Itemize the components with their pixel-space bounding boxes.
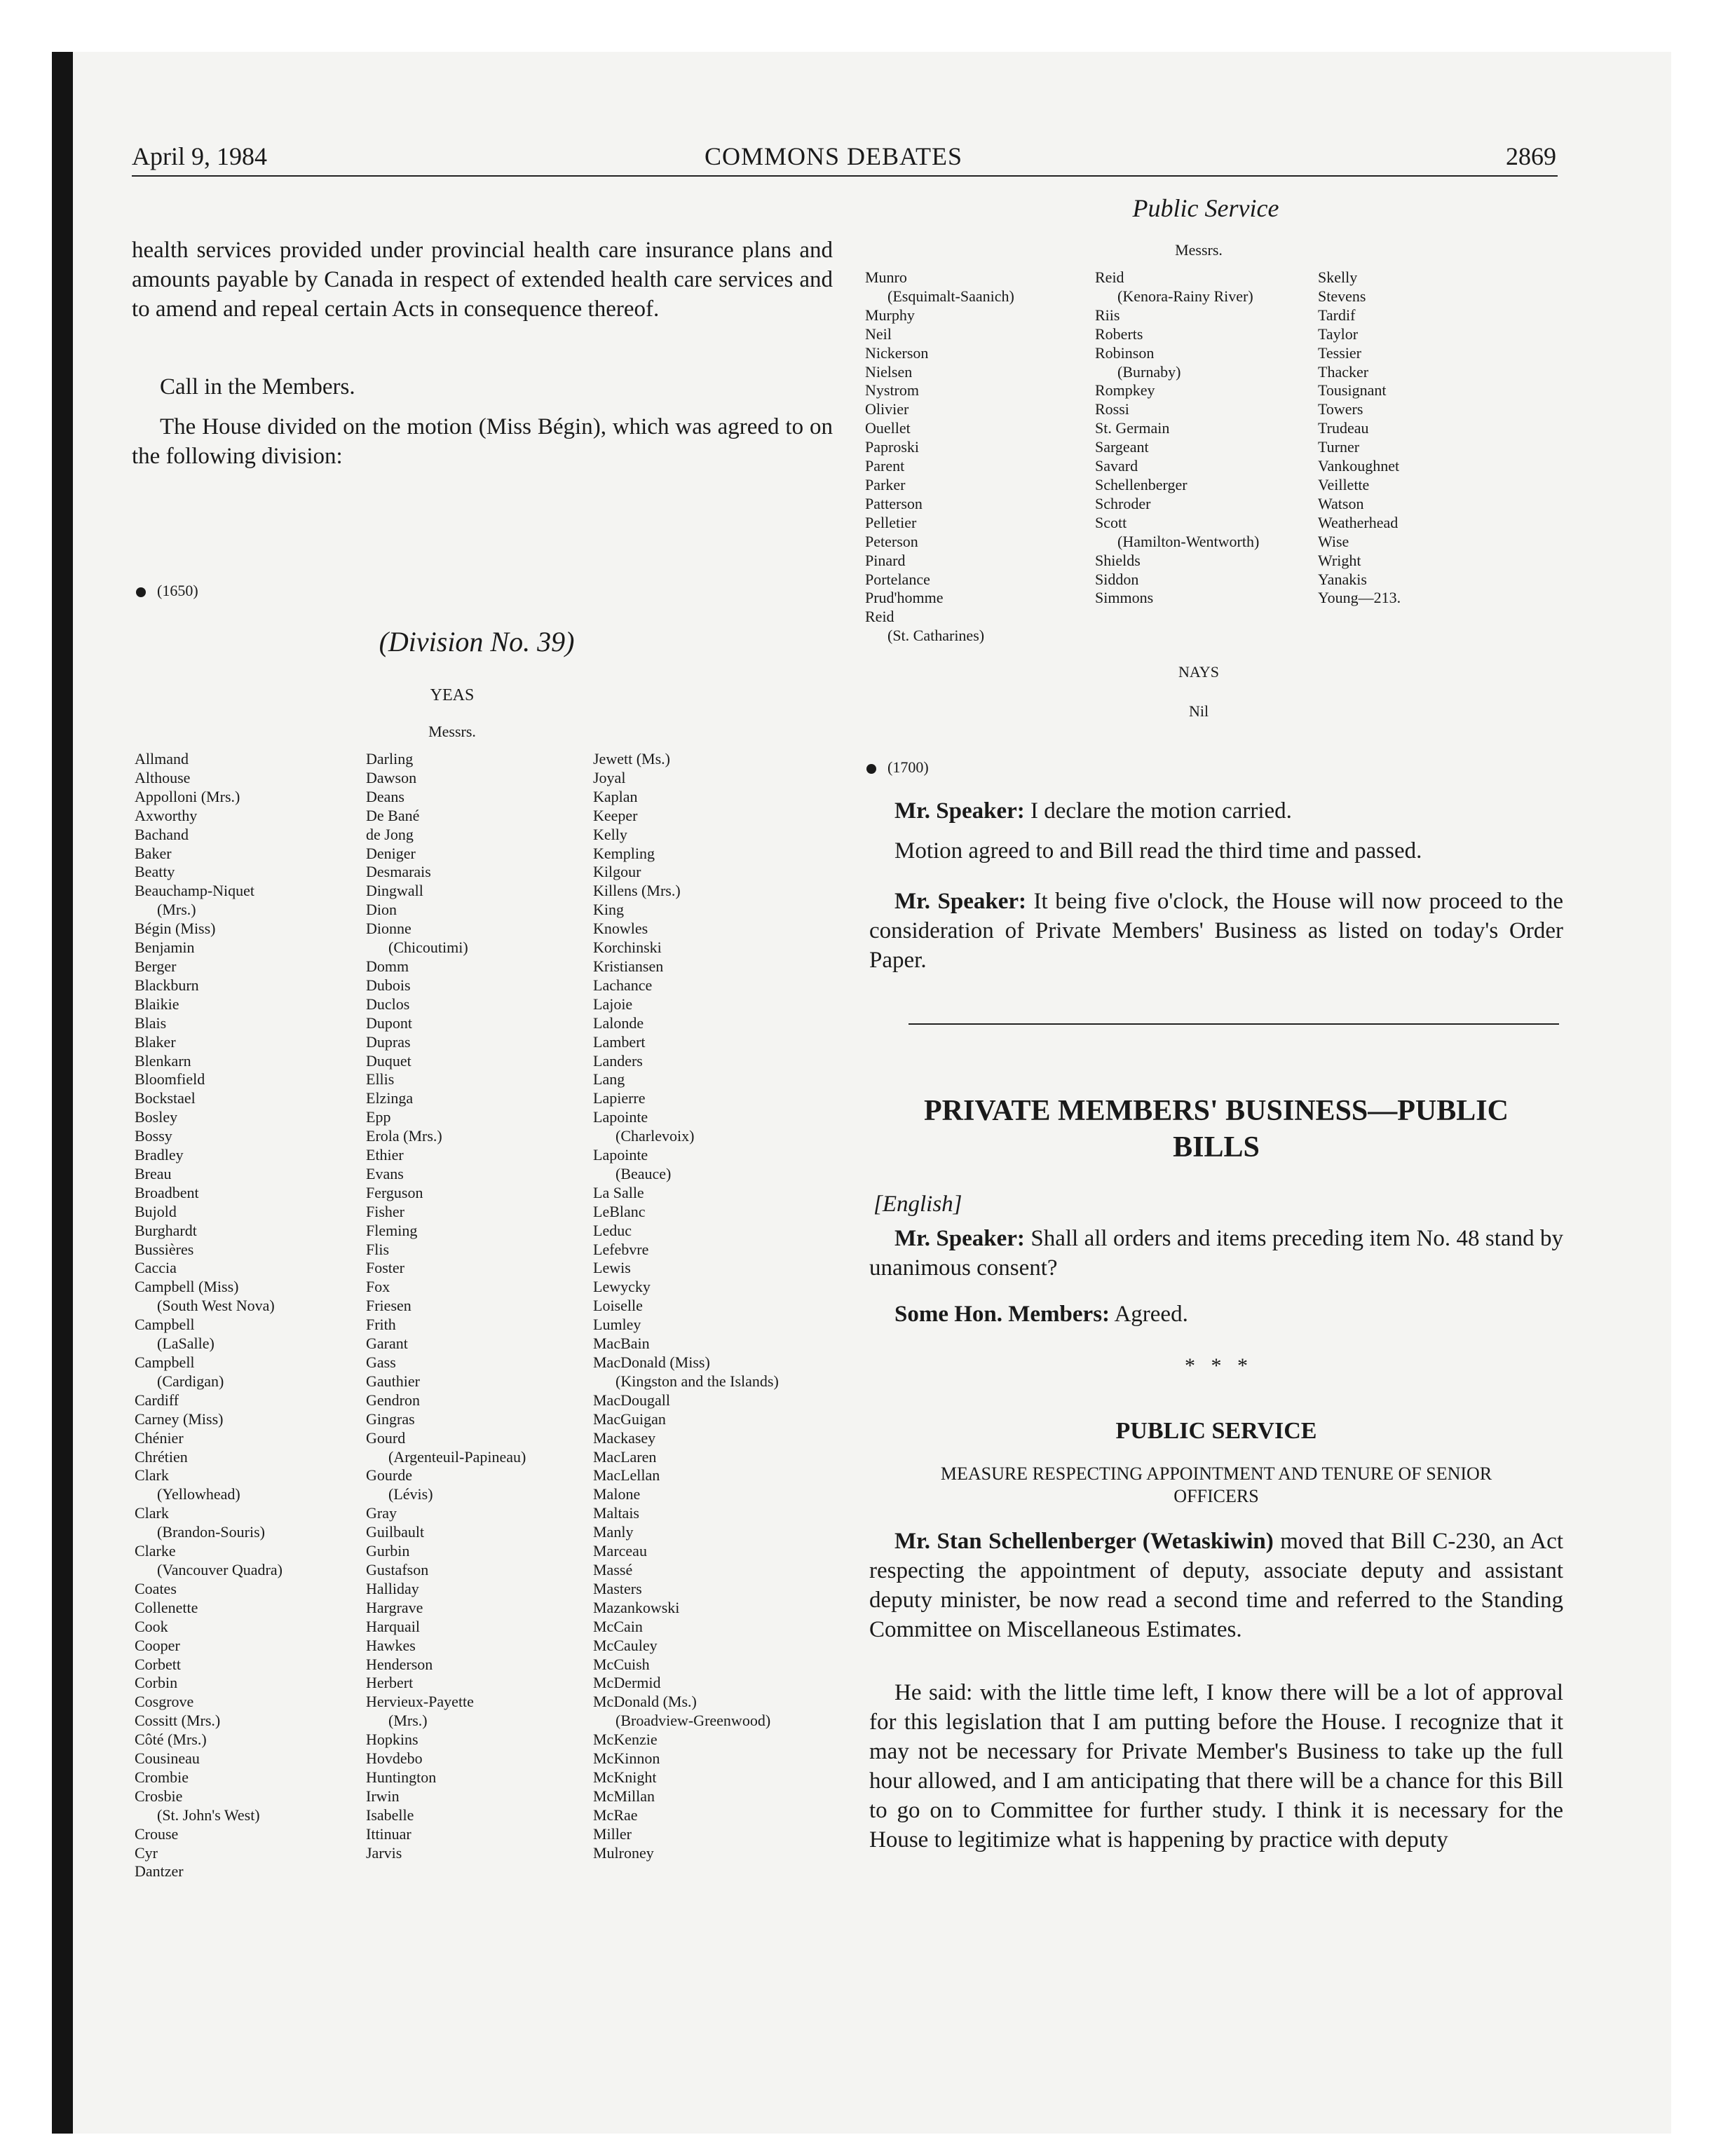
section-divider xyxy=(909,1023,1559,1025)
member-name: Neil xyxy=(865,325,892,343)
member-name: Stevens xyxy=(1318,287,1366,305)
member-name: (Kingston and the Islands) xyxy=(615,1372,779,1390)
member-name: Tardif xyxy=(1318,306,1356,324)
member-name: (Mrs.) xyxy=(157,901,196,919)
yeas-column-1 xyxy=(135,750,283,1881)
member-name: (Yellowhead) xyxy=(157,1485,240,1503)
member-name: (Brandon-Souris) xyxy=(157,1523,265,1541)
member-name: Bujold xyxy=(135,1202,177,1220)
member-name: McCain xyxy=(593,1617,643,1635)
member-name: Marceau xyxy=(593,1542,647,1560)
member-name: Cosgrove xyxy=(135,1693,194,1711)
member-name: Corbin xyxy=(135,1674,178,1692)
member-name: Nickerson xyxy=(865,343,929,362)
member-name: Huntington xyxy=(366,1768,437,1786)
member-name: Crosbie xyxy=(135,1787,183,1805)
member-name: Crombie xyxy=(135,1768,189,1786)
header-title: COMMONS DEBATES xyxy=(705,142,963,170)
member-name: Wise xyxy=(1318,532,1349,550)
speaker-five-oclock: Mr. Speaker: It being five o'clock, the House will now proceed to the consideration of Private Members' Business as listed on today's Order Paper. xyxy=(869,889,1563,973)
member-name: Chrétien xyxy=(135,1447,188,1466)
member-name: (Lévis) xyxy=(388,1485,433,1503)
member-name: Kelly xyxy=(593,825,627,843)
member-name: Hopkins xyxy=(366,1731,419,1749)
motion-agreed: Motion agreed to and Bill read the third time and passed. xyxy=(894,838,1422,864)
member-name: Gass xyxy=(366,1353,396,1371)
running-head: Public Service xyxy=(1132,194,1279,222)
scan-edge xyxy=(52,52,73,2134)
member-name: Riis xyxy=(1095,306,1120,324)
member-name: LeBlanc xyxy=(593,1202,646,1220)
member-name: Deans xyxy=(366,787,404,805)
member-name: Thacker xyxy=(1318,362,1369,381)
member-name: Erola (Mrs.) xyxy=(366,1127,442,1145)
member-name: Coates xyxy=(135,1579,177,1597)
member-name: Turner xyxy=(1318,438,1360,456)
section-title-line2: BILLS xyxy=(1173,1131,1260,1164)
member-name: Cooper xyxy=(135,1636,180,1654)
member-name: Beatty xyxy=(135,863,175,881)
member-name: Robinson xyxy=(1095,343,1155,362)
subsection-title: PUBLIC SERVICE xyxy=(1115,1418,1317,1444)
member-name: Mazankowski xyxy=(593,1598,680,1616)
member-name: Lefebvre xyxy=(593,1240,649,1258)
member-name: Miller xyxy=(593,1824,632,1843)
member-name: Killens (Mrs.) xyxy=(593,882,681,900)
member-name: Peterson xyxy=(865,532,918,550)
member-name: Flis xyxy=(366,1240,390,1258)
member-name: Gourd xyxy=(366,1428,406,1447)
member-name: Tessier xyxy=(1318,343,1361,362)
intro-paragraph: health services provided under provincial health care insurance plans and amounts payable by Canada in respect of extended health care services and to amend and repeal certain Acts in consequence thereof. xyxy=(132,238,833,322)
member-name: Schellenberger xyxy=(1095,475,1188,493)
member-name: Blaker xyxy=(135,1032,176,1051)
member-name: Clark xyxy=(135,1466,169,1485)
members-agreed: Some Hon. Members: Agreed. xyxy=(894,1302,1188,1327)
member-name: (Broadview-Greenwood) xyxy=(615,1712,771,1730)
header-date: April 9, 1984 xyxy=(132,142,267,170)
nays-value: Nil xyxy=(1188,702,1209,720)
member-name: Irwin xyxy=(366,1787,400,1805)
member-name: Bloomfield xyxy=(135,1070,205,1089)
member-name: Bachand xyxy=(135,825,189,843)
member-name: Olivier xyxy=(865,400,909,418)
bullet-icon xyxy=(866,764,876,774)
language-tag: [English] xyxy=(873,1192,962,1217)
member-name: (South West Nova) xyxy=(157,1297,275,1315)
member-name: Jarvis xyxy=(366,1843,402,1862)
member-name: Pelletier xyxy=(865,513,917,531)
member-name: Ethier xyxy=(366,1146,404,1164)
member-name: Masters xyxy=(593,1579,642,1597)
member-name: MacBain xyxy=(593,1335,650,1353)
member-name: Broadbent xyxy=(135,1183,199,1201)
member-name: Campbell (Miss) xyxy=(135,1278,239,1296)
member-name: Korchinski xyxy=(593,939,662,957)
right-messrs-label: Messrs. xyxy=(1175,241,1223,259)
section-title-line1: PRIVATE MEMBERS' BUSINESS—PUBLIC xyxy=(924,1095,1509,1127)
member-name: Duclos xyxy=(366,995,410,1013)
yeas-column-4 xyxy=(865,268,1014,646)
member-name: Towers xyxy=(1318,400,1363,418)
yeas-label: YEAS xyxy=(430,686,475,704)
member-name: Kempling xyxy=(593,844,655,862)
yeas-column-6 xyxy=(1318,268,1401,608)
member-name: Cyr xyxy=(135,1843,158,1862)
member-name: Weatherhead xyxy=(1318,513,1399,531)
member-name: Chénier xyxy=(135,1428,184,1447)
member-name: Reid xyxy=(865,608,894,626)
yeas-column-5 xyxy=(1095,268,1259,608)
member-name: McKenzie xyxy=(593,1731,658,1749)
member-name: Deniger xyxy=(366,844,416,862)
member-name: Lalonde xyxy=(593,1014,644,1032)
member-name: Benjamin xyxy=(135,939,195,957)
member-name: Gendron xyxy=(366,1391,420,1409)
member-name: Gurbin xyxy=(366,1542,410,1560)
member-name: McCauley xyxy=(593,1636,658,1654)
member-name: (Kenora-Rainy River) xyxy=(1117,287,1253,305)
member-name: Lachance xyxy=(593,976,653,994)
member-name: Veillette xyxy=(1318,475,1370,493)
member-name: Joyal xyxy=(593,768,626,786)
page-number: 2869 xyxy=(1506,142,1556,170)
member-name: Munro xyxy=(865,268,907,286)
member-name: (Charlevoix) xyxy=(615,1127,695,1145)
speaker-declaration: Mr. Speaker: I declare the motion carried. xyxy=(894,798,1292,824)
member-name: Dupras xyxy=(366,1032,411,1051)
division-title: (Division No. 39) xyxy=(379,626,575,657)
member-name: (St. Catharines) xyxy=(887,627,985,645)
member-name: Rompkey xyxy=(1095,381,1155,400)
yeas-column-3 xyxy=(593,750,779,1862)
member-name: Keeper xyxy=(593,806,638,824)
measure-title-line2: OFFICERS xyxy=(1173,1486,1259,1506)
member-name: Crouse xyxy=(135,1824,179,1843)
member-name: Mulroney xyxy=(593,1843,654,1862)
member-name: MacLellan xyxy=(593,1466,660,1485)
member-name: Paproski xyxy=(865,438,919,456)
member-name: Vankoughnet xyxy=(1318,457,1400,475)
member-name: Gourde xyxy=(366,1466,412,1485)
member-name: (Mrs.) xyxy=(388,1712,428,1730)
member-name: St. Germain xyxy=(1095,419,1170,437)
member-name: Allmand xyxy=(135,750,189,767)
member-name: Dupont xyxy=(366,1014,412,1032)
timestamp-1650: (1650) xyxy=(136,582,198,600)
member-name: Malone xyxy=(593,1485,641,1503)
member-name: Cardiff xyxy=(135,1391,179,1409)
member-name: Beauchamp-Niquet xyxy=(135,882,255,900)
member-name: (Argenteuil-Papineau) xyxy=(388,1447,526,1466)
member-name: Ouellet xyxy=(865,419,911,437)
member-name: Clark xyxy=(135,1504,169,1522)
member-name: Baker xyxy=(135,844,172,862)
member-name: Tousignant xyxy=(1318,381,1387,400)
member-name: Axworthy xyxy=(135,806,198,824)
member-name: Wright xyxy=(1318,551,1361,569)
member-name: Appolloni (Mrs.) xyxy=(135,787,240,805)
member-name: Darling xyxy=(366,750,414,767)
member-name: Carney (Miss) xyxy=(135,1410,224,1428)
member-name: Ferguson xyxy=(366,1183,423,1201)
member-name: Dantzer xyxy=(135,1862,184,1881)
nays-label: NAYS xyxy=(1178,663,1219,681)
member-name: Roberts xyxy=(1095,325,1143,343)
member-name: (Hamilton-Wentworth) xyxy=(1117,532,1260,550)
call-members: Call in the Members. xyxy=(160,374,355,400)
yeas-column-2 xyxy=(366,750,526,1862)
member-name: McKnight xyxy=(593,1768,657,1786)
member-name: de Jong xyxy=(366,825,414,843)
member-name: McMillan xyxy=(593,1787,655,1805)
member-name: Trudeau xyxy=(1318,419,1369,437)
measure-title-line1: MEASURE RESPECTING APPOINTMENT AND TENURE OF SENIOR xyxy=(940,1464,1492,1484)
member-name: Dawson xyxy=(366,768,417,786)
bullet-icon xyxy=(136,587,146,597)
member-name: Shields xyxy=(1095,551,1141,569)
member-name: Lapointe xyxy=(593,1146,648,1164)
member-name: Althouse xyxy=(135,768,191,786)
member-name: King xyxy=(593,901,624,919)
member-name: Lang xyxy=(593,1070,625,1089)
motion-paragraph: Mr. Stan Schellenberger (Wetaskiwin) moved that Bill C-230, an Act respecting the appointment of deputy, associate deputy and assistant deputy minister, be now read a second time and referred to the Standing Committee on Miscellaneous Estimates. xyxy=(869,1529,1564,1642)
member-name: Burghardt xyxy=(135,1221,197,1239)
member-name: (Cardigan) xyxy=(157,1372,224,1390)
member-name: Prud'homme xyxy=(865,589,944,607)
member-name: Evans xyxy=(366,1164,404,1182)
member-name: MacLaren xyxy=(593,1447,657,1466)
member-name: Ellis xyxy=(366,1070,395,1089)
member-name: Bockstael xyxy=(135,1089,196,1107)
member-name: Patterson xyxy=(865,494,923,512)
member-name: Dionne xyxy=(366,920,411,938)
timestamp-1700: (1700) xyxy=(866,758,929,777)
member-name: Loiselle xyxy=(593,1297,643,1315)
member-name: Lewis xyxy=(593,1259,631,1277)
member-name: Hawkes xyxy=(366,1636,416,1654)
member-name: Dion xyxy=(366,901,397,919)
member-name: Campbell xyxy=(135,1316,195,1334)
member-name: Guilbault xyxy=(366,1523,425,1541)
member-name: Frith xyxy=(366,1316,396,1334)
member-name: Mackasey xyxy=(593,1428,656,1447)
member-name: McKinnon xyxy=(593,1749,660,1768)
member-name: Leduc xyxy=(593,1221,632,1239)
member-name: Reid xyxy=(1095,268,1124,286)
member-name: Hargrave xyxy=(366,1598,423,1616)
member-name: Epp xyxy=(366,1108,391,1126)
division-paragraph: The House divided on the motion (Miss Bégin), which was agreed to on the following division: xyxy=(132,414,833,469)
member-name: Harquail xyxy=(366,1617,420,1635)
member-name: Murphy xyxy=(865,306,915,324)
member-name: Corbett xyxy=(135,1655,181,1673)
member-name: Young—213. xyxy=(1318,589,1401,607)
member-name: La Salle xyxy=(593,1183,644,1201)
member-name: Schroder xyxy=(1095,494,1151,512)
member-name: (Beauce) xyxy=(615,1164,672,1182)
member-name: Parent xyxy=(865,457,905,475)
member-name: McRae xyxy=(593,1806,638,1824)
member-name: Nielsen xyxy=(865,362,913,381)
member-name: McDermid xyxy=(593,1674,661,1692)
member-name: Scott xyxy=(1095,513,1127,531)
member-name: Dubois xyxy=(366,976,411,994)
member-name: Gauthier xyxy=(366,1372,420,1390)
member-name: (Chicoutimi) xyxy=(388,939,468,957)
member-name: Henderson xyxy=(366,1655,433,1673)
member-name: Berger xyxy=(135,957,177,975)
member-name: Blaikie xyxy=(135,995,179,1013)
member-name: Watson xyxy=(1318,494,1364,512)
member-name: (LaSalle) xyxy=(157,1335,215,1353)
messrs-label: Messrs. xyxy=(428,723,476,740)
member-name: Clarke xyxy=(135,1542,176,1560)
member-name: McDonald (Ms.) xyxy=(593,1693,697,1711)
member-name: Halliday xyxy=(366,1579,419,1597)
member-name: (St. John's West) xyxy=(157,1806,260,1824)
member-name: Bégin (Miss) xyxy=(135,920,216,938)
member-name: Landers xyxy=(593,1051,643,1070)
member-name: Hervieux-Payette xyxy=(366,1693,474,1711)
member-name: Kristiansen xyxy=(593,957,664,975)
member-name: Campbell xyxy=(135,1353,195,1371)
member-name: Pinard xyxy=(865,551,906,569)
member-name: Kaplan xyxy=(593,787,638,805)
member-name: Portelance xyxy=(865,570,930,588)
member-name: Nystrom xyxy=(865,381,919,400)
member-name: Maltais xyxy=(593,1504,639,1522)
member-name: Breau xyxy=(135,1164,172,1182)
member-name: Hovdebo xyxy=(366,1749,423,1768)
member-name: MacDonald (Miss) xyxy=(593,1353,710,1371)
member-name: Lumley xyxy=(593,1316,641,1334)
member-name: Côté (Mrs.) xyxy=(135,1731,207,1749)
member-name: Domm xyxy=(366,957,409,975)
member-name: Herbert xyxy=(366,1674,414,1692)
member-name: Friesen xyxy=(366,1297,411,1315)
member-name: Fox xyxy=(366,1278,390,1296)
member-name: Gustafson xyxy=(366,1560,429,1578)
member-name: Simmons xyxy=(1095,589,1154,607)
header-rule xyxy=(132,175,1558,177)
member-name: Knowles xyxy=(593,920,648,938)
member-name: Cook xyxy=(135,1617,168,1635)
member-name: Fisher xyxy=(366,1202,404,1220)
member-name: Ittinuar xyxy=(366,1824,411,1843)
member-name: Dingwall xyxy=(366,882,423,900)
member-name: Bussières xyxy=(135,1240,194,1258)
member-name: Lapierre xyxy=(593,1089,646,1107)
member-name: Skelly xyxy=(1318,268,1358,286)
member-name: Blenkarn xyxy=(135,1051,191,1070)
member-name: McCuish xyxy=(593,1655,650,1673)
member-name: Parker xyxy=(865,475,906,493)
member-name: Caccia xyxy=(135,1259,177,1277)
member-name: Isabelle xyxy=(366,1806,414,1824)
member-name: Kilgour xyxy=(593,863,641,881)
member-name: (Esquimalt-Saanich) xyxy=(887,287,1014,305)
member-name: Lapointe xyxy=(593,1108,648,1126)
member-name: Cossitt (Mrs.) xyxy=(135,1712,221,1730)
member-name: Duquet xyxy=(366,1051,411,1070)
member-name: Garant xyxy=(366,1335,408,1353)
member-name: Rossi xyxy=(1095,400,1129,418)
member-name: Gray xyxy=(366,1504,397,1522)
member-name: Blackburn xyxy=(135,976,199,994)
member-name: Gingras xyxy=(366,1410,415,1428)
member-name: MacGuigan xyxy=(593,1410,666,1428)
member-name: Fleming xyxy=(366,1221,418,1239)
member-name: Bradley xyxy=(135,1146,184,1164)
member-name: Cousineau xyxy=(135,1749,200,1768)
section-break-asterisks: * * * xyxy=(1185,1354,1248,1377)
member-name: Lewycky xyxy=(593,1278,651,1296)
member-name: Savard xyxy=(1095,457,1138,475)
member-name: Elzinga xyxy=(366,1089,414,1107)
member-name: Desmarais xyxy=(366,863,431,881)
member-name: Yanakis xyxy=(1318,570,1367,588)
member-name: Manly xyxy=(593,1523,634,1541)
member-name: Collenette xyxy=(135,1598,198,1616)
member-name: Massé xyxy=(593,1560,633,1578)
member-name: Jewett (Ms.) xyxy=(593,750,670,767)
member-name: Foster xyxy=(366,1259,404,1277)
member-name: MacDougall xyxy=(593,1391,670,1409)
member-name: Blais xyxy=(135,1014,167,1032)
speaker-unanimous-consent: Mr. Speaker: Shall all orders and items preceding item No. 48 stand by unanimous consent? xyxy=(869,1226,1563,1281)
member-name: (Burnaby) xyxy=(1117,362,1181,381)
member-name: Lambert xyxy=(593,1032,646,1051)
speech-paragraph: He said: with the little time left, I know there will be a lot of approval for this legislation that I am putting before the House. I recognize that it may not be necessary for Private Member's Business to take up the full hour allowed, and I am anticipating that there will be a chance for this Bill to go on to Committee for further study. I think it is necessary for the House to legitimize what is happening by practice with deputy xyxy=(869,1680,1563,1853)
member-name: Bosley xyxy=(135,1108,178,1126)
member-name: (Vancouver Quadra) xyxy=(157,1560,283,1578)
member-name: Taylor xyxy=(1318,325,1359,343)
member-name: Siddon xyxy=(1095,570,1139,588)
member-name: Bossy xyxy=(135,1127,172,1145)
member-name: Lajoie xyxy=(593,995,633,1013)
member-name: De Bané xyxy=(366,806,420,824)
member-name: Sargeant xyxy=(1095,438,1149,456)
